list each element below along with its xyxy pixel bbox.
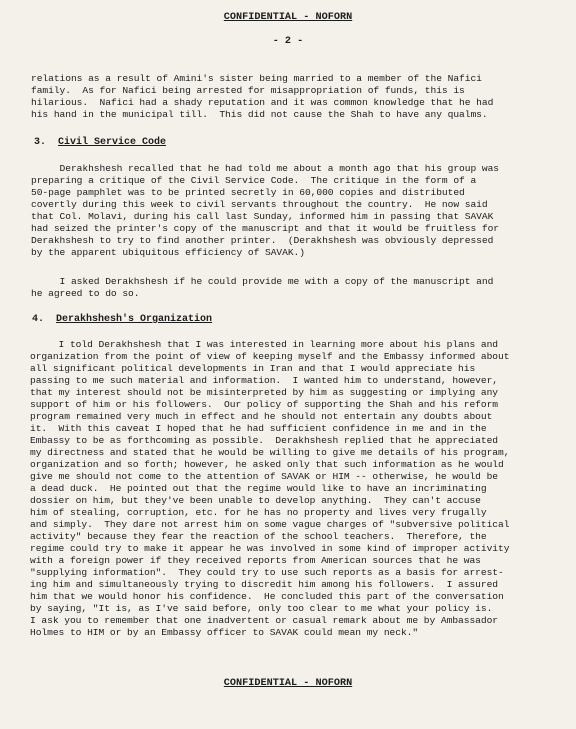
text-line: him that we would honor his confidence. He concluded this part of the conversation [30, 591, 504, 602]
text-line: his hand in the municipal till. This did not cause the Shah to have any qualms. [31, 109, 488, 120]
text-line: relations as a result of Amini's sister being married to a member of the Nafici [31, 73, 482, 84]
text-line: and simply. They dare not arrest him on some vague charges of "subversive political [30, 519, 510, 530]
section-number: 4. [32, 314, 45, 325]
text-line: program remained very much in effect and he should not entertain any doubts about [30, 411, 493, 422]
text-line: Embassy to be as forthcoming as possible. Derakhshesh replied that he appreciated [30, 435, 498, 446]
section-title: Civil Service Code [58, 137, 167, 148]
text-line: dossier on him, but they've been unable to develop anything. They can't accuse [30, 495, 481, 506]
text-line: that my interest should not be misinterpreted by him as suggesting or implying any [30, 387, 498, 398]
text-line: I asked Derakhshesh if he could provide me with a copy of the manuscript and [31, 276, 494, 287]
text-line: organization and so forth; however, he asked only that such information as he would [30, 459, 504, 470]
text-line: ing him and simultaneously trying to discredit him among his followers. I assured [30, 579, 498, 590]
text-line: it. With this caveat I hoped that he had sufficient confidence in me and in the [30, 423, 487, 434]
header-classification: CONFIDENTIAL - NOFORN [223, 12, 353, 23]
text-line: covertly during this week to civil servants throughout the country. He now said [31, 199, 488, 210]
text-line: had seized the printer's copy of the manuscript and that it would be fruitless for [31, 223, 499, 234]
section-4-heading [32, 314, 212, 325]
text-line: passing to me such material and information. I wanted him to understand, however, [30, 375, 498, 386]
text-line: activity" because they fear the reaction of the school teachers. Therefore, the [30, 531, 487, 542]
text-line: with a foreign power if they received reports from American sources that he was [30, 555, 481, 566]
text-line: give me should not come to the attention of SAVAK or HIM -- otherwise, he would be [30, 471, 498, 482]
text-line: I told Derakhshesh that I was interested in learning more about his plans and [30, 339, 498, 350]
text-line: Derakhshesh to try to find another printer. (Derakhshesh was obviously depressed [31, 235, 494, 246]
text-line: "supplying information". They could try to use such reports as a basis for arrest- [30, 567, 504, 578]
text-line: Derakhshesh recalled that he had told me about a month ago that his group was [31, 163, 499, 174]
text-line: 50-page pamphlet was to be printed secretly in 60,000 copies and distributed [31, 187, 465, 198]
text-line: he agreed to do so. [31, 288, 140, 299]
text-line: family. As for Nafici being arrested for misappropriation of funds, this is [31, 85, 465, 96]
text-line: that Col. Molavi, during his call last Sunday, informed him in passing that SAVAK [31, 211, 494, 222]
text-line: my directness and stated that he would be willing to give me details of his program, [30, 447, 510, 458]
section-number: 3. [34, 137, 47, 148]
text-line: I ask you to remember that one inadvertent or casual remark about me by Ambassador [30, 615, 498, 626]
text-line: by the apparent ubiquitous efficiency of SAVAK.) [31, 247, 305, 258]
text-line: hilarious. Nafici had a shady reputation and it was common knowledge that he had [31, 97, 494, 108]
footer-classification: CONFIDENTIAL - NOFORN [223, 678, 353, 689]
text-line: by saying, "It is, as I've said before, only too clear to me what your policy is. [30, 603, 493, 614]
text-line: a dead duck. He pointed out that the regime would like to have an incriminating [30, 483, 487, 494]
page-number: - 2 - [272, 36, 304, 47]
text-line: Holmes to HIM or by an Embassy officer to SAVAK could mean my neck." [30, 627, 419, 638]
text-line: organization from the point of view of keeping myself and the Embassy informed about [30, 351, 510, 362]
text-line: regime could try to make it appear he was involved in some kind of improper activity [30, 543, 510, 554]
text-line: all significant political developments in Iran and that I would appreciate his [30, 363, 476, 374]
text-line: support of him or his followers. Our policy of supporting the Shah and his reform [30, 399, 498, 410]
text-line: him of stealing, corruption, etc. for he has no property and lives very frugally [30, 507, 487, 518]
section-3-heading [34, 137, 166, 148]
text-line: preparing a critique of the Civil Service Code. The critique in the form of a [31, 175, 477, 186]
section-title: Derakhshesh's Organization [56, 314, 213, 325]
